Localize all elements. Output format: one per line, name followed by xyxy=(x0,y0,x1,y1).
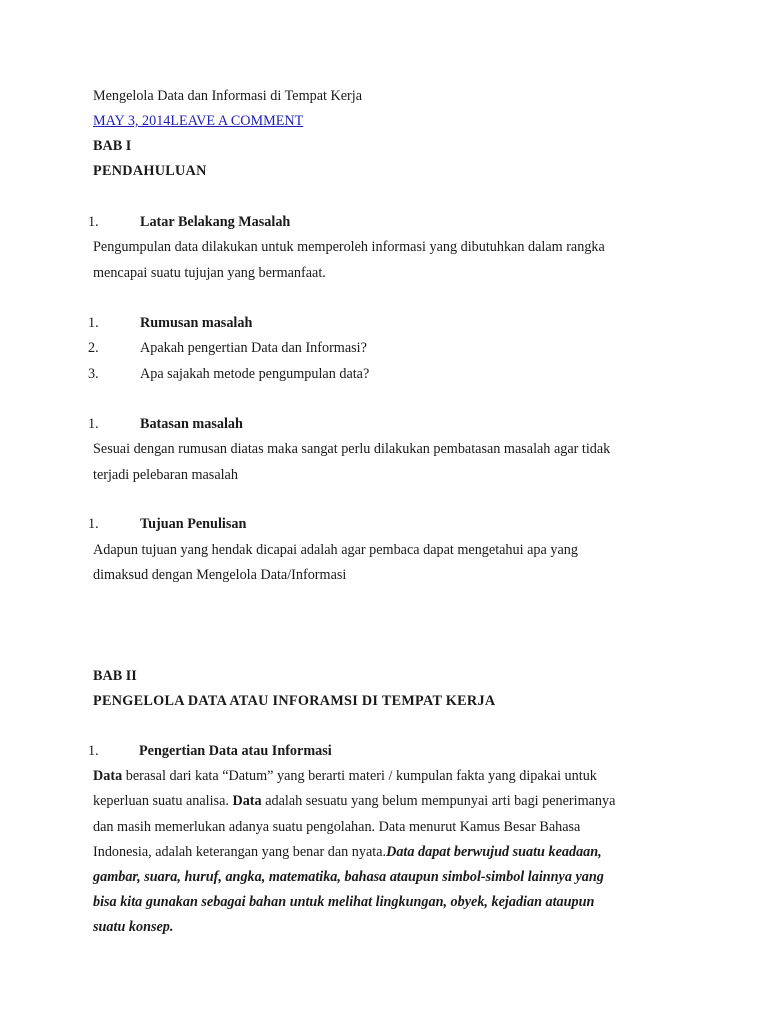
paragraph-line xyxy=(93,792,615,810)
text-run: keperluan suatu analisa. xyxy=(93,793,233,809)
paragraph-line: dan masih memerlukan adanya suatu pengolahan. Data menurut Kamus Besar Bahasa xyxy=(93,819,581,835)
section-title-rumusan-masalah: Rumusan masalah xyxy=(140,315,253,331)
section-number: 1. xyxy=(88,416,99,432)
section-title-batasan-masalah: Batasan masalah xyxy=(140,416,243,432)
paragraph-line: Sesuai dengan rumusan diatas maka sangat perlu dilakukan pembatasan masalah agar tidak xyxy=(93,441,611,457)
text-run: berasal dari kata “Datum” yang berarti materi / kumpulan fakta yang dipakai untuk xyxy=(122,768,597,784)
section-title-pengertian: Pengertian Data atau Informasi xyxy=(139,743,332,759)
document-title: Mengelola Data dan Informasi di Tempat Kerja xyxy=(93,88,363,104)
bab2-heading: PENGELOLA DATA ATAU INFORAMSI DI TEMPAT KERJA xyxy=(93,693,496,709)
paragraph-line: mencapai suatu tujujan yang bermanfaat. xyxy=(93,265,326,281)
paragraph-line: dimaksud dengan Mengelola Data/Informasi xyxy=(93,567,347,583)
paragraph-line: Adapun tujuan yang hendak dicapai adalah agar pembaca dapat mengetahui apa yang xyxy=(93,542,578,558)
section-number: 1. xyxy=(88,516,99,532)
list-item: Apakah pengertian Data dan Informasi? xyxy=(140,340,367,356)
bab2-label: BAB II xyxy=(93,668,137,684)
paragraph-line: terjadi pelebaran masalah xyxy=(93,467,238,483)
section-title-latar-belakang: Latar Belakang Masalah xyxy=(140,214,291,230)
list-item: Apa sajakah metode pengumpulan data? xyxy=(140,366,370,382)
list-number: 2. xyxy=(88,340,99,356)
section-number: 1. xyxy=(88,214,99,230)
emphasis-run: Data dapat berwujud suatu keadaan, xyxy=(386,844,602,860)
bab1-label: BAB I xyxy=(93,138,132,154)
paragraph-line xyxy=(93,767,597,785)
section-title-tujuan-penulisan: Tujuan Penulisan xyxy=(140,516,247,532)
bab1-heading: PENDAHULUAN xyxy=(93,163,207,179)
post-date-link[interactable]: MAY 3, 2014 xyxy=(93,113,171,129)
term-data: Data xyxy=(93,768,123,784)
text-run: Indonesia, adalah keterangan yang benar dan nyata. xyxy=(93,844,387,860)
leave-comment-link[interactable]: LEAVE A COMMENT xyxy=(170,113,304,129)
section-number: 1. xyxy=(88,743,99,759)
emphasis-line: bisa kita gunakan sebagai bahan untuk melihat lingkungan, obyek, kejadian ataupun xyxy=(93,894,595,910)
section-number: 1. xyxy=(88,315,99,331)
post-meta xyxy=(93,112,303,130)
emphasis-line: suatu konsep. xyxy=(93,919,174,935)
term-data: Data xyxy=(232,793,262,809)
emphasis-line: gambar, suara, huruf, angka, matematika, bahasa ataupun simbol-simbol lainnya yang xyxy=(93,869,604,885)
paragraph-line xyxy=(93,843,602,861)
list-number: 3. xyxy=(88,366,99,382)
paragraph-line: Pengumpulan data dilakukan untuk memperoleh informasi yang dibutuhkan dalam rangka xyxy=(93,239,605,255)
text-run: adalah sesuatu yang belum mempunyai arti bagi penerimanya xyxy=(261,793,616,809)
